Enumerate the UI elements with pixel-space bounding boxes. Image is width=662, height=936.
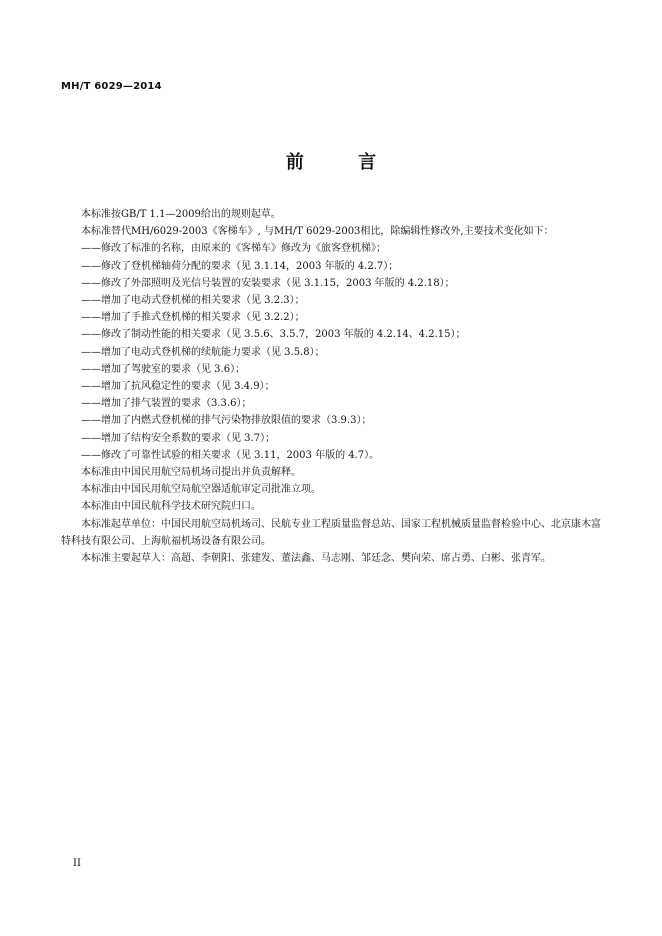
- change-item: ——修改了制动性能的相关要求（见 3.5.6、3.5.7，2003 年版的 4.2.14、4.2.15）；: [81, 329, 466, 341]
- drafters-paragraph: 本标准主要起草人：高超、李朝阳、张建发、董法鑫、马志刚、邹廷念、樊向荣、席占勇、白彬、张青军。: [81, 553, 551, 565]
- change-item: ——增加了电动式登机梯的续航能力要求（见 3.5.8）；: [81, 346, 325, 358]
- replacement-paragraph: 本标准替代MH/6029-2003《客梯车》, 与MH/T 6029-2003相比，除编辑性修改外,主要技术变化如下：: [81, 226, 554, 238]
- foreword-content: [61, 206, 601, 567]
- change-item: ——增加了抗风稳定性的要求（见 3.4.9）；: [81, 381, 275, 393]
- drafting-units-paragraph: 本标准起草单位：中国民用航空局机场司、民航专业工程质量监督总站、国家工程机械质量监督检验中心、北京康木富特科技有限公司、上海航福机场设备有限公司。: [61, 518, 601, 547]
- drafting-rule-paragraph: 本标准按GB/T 1.1—2009给出的规则起草。: [81, 209, 281, 220]
- change-item: ——修改了可靠性试验的相关要求（见 3.11，2003 年版的 4.7）。: [81, 449, 380, 461]
- change-item: ——修改了外部照明及光信号装置的安装要求（见 3.1.15，2003 年版的 4.2.18）；: [81, 277, 455, 289]
- change-item: ——增加了手推式登机梯的相关要求（见 3.2.2）；: [81, 312, 305, 324]
- page-number: II: [73, 858, 81, 869]
- standard-code: MH/T 6029—2014: [61, 81, 162, 92]
- change-item: ——增加了驾驶室的要求（见 3.6）；: [81, 363, 246, 375]
- proposed-by-paragraph: 本标准由中国民用航空局机场司提出并负责解释。: [81, 467, 301, 479]
- change-item: ——增加了排气装置的要求（3.3.6）；: [81, 398, 252, 410]
- foreword-title: 前 言: [285, 152, 401, 173]
- centralized-by-paragraph: 本标准由中国民航科学技术研究院归口。: [81, 501, 261, 513]
- approved-by-paragraph: 本标准由中国民用航空局航空器适航审定司批准立项。: [81, 484, 321, 496]
- change-item: ——修改了标准的名称，由原来的《客梯车》修改为《旅客登机梯》；: [81, 243, 386, 255]
- change-item: ——增加了电动式登机梯的相关要求（见 3.2.3）；: [81, 295, 305, 307]
- change-item: ——修改了登机梯轴荷分配的要求（见 3.1.14，2003 年版的 4.2.7）；: [81, 260, 399, 272]
- change-item: ——增加了内燃式登机梯的排气污染物排放限值的要求（3.9.3）；: [81, 415, 372, 427]
- change-item: ——增加了结构安全系数的要求（见 3.7）；: [81, 432, 276, 444]
